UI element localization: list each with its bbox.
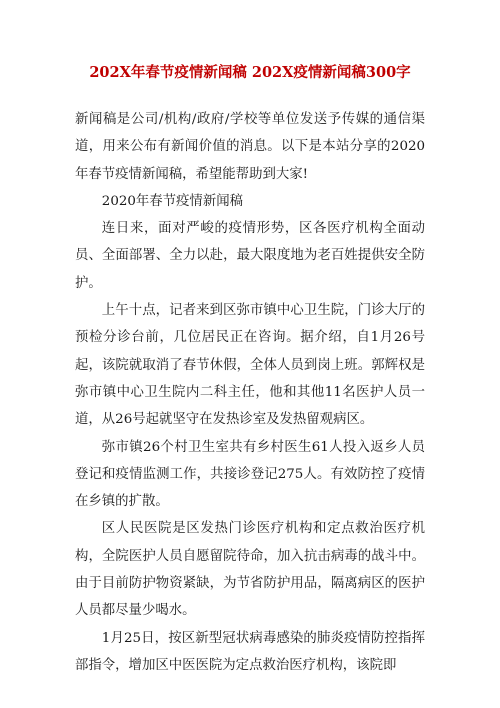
body-paragraph: 上午十点，记者来到区弥市镇中心卫生院，门诊大厅的预检分诊台前，几位居民正在咨询。据介绍，自1月26号起，该院就取消了春节休假，全体人员到岗上班。郭辉权是弥市镇中心卫生院内二科主任，他和其他11名医护人员一道，从26号起就坚守在发热诊室及发热留观病区。 [75, 303, 425, 428]
document-title: 202X年春节疫情新闻稿 202X疫情新闻稿300字 [89, 64, 411, 81]
body-paragraph: 弥市镇26个村卫生室共有乡村医生61人投入返乡人员登记和疫情监测工作，共接诊登记275人。有效防控了疫情在乡镇的扩散。 [75, 439, 425, 510]
body-paragraph: 连日来，面对严峻的疫情形势，区各医疗机构全面动员、全面部署、全力以赴，最大限度地为老百姓提供安全防护。 [75, 221, 425, 291]
article-subtitle: 2020年春节疫情新闻稿 [101, 193, 243, 209]
intro-paragraph: 新闻稿是公司/机构/政府/学校等单位发送予传媒的通信渠道，用来公布有新闻价值的消息。以下是本站分享的2020年春节疫情新闻稿，希望能帮助到大家! [75, 112, 425, 182]
body-paragraph: 1月25日，按区新型冠状病毒感染的肺炎疫情防控指挥部指令，增加区中医医院为定点救治医疗机构，该院即 [75, 630, 425, 673]
body-paragraph: 区人民医院是区发热门诊医疗机构和定点救治医疗机构，全院医护人员自愿留院待命，加入抗击病毒的战斗中。由于目前防护物资紧缺，为节省防护用品，隔离病区的医护人员都尽量少喝水。 [75, 521, 425, 619]
